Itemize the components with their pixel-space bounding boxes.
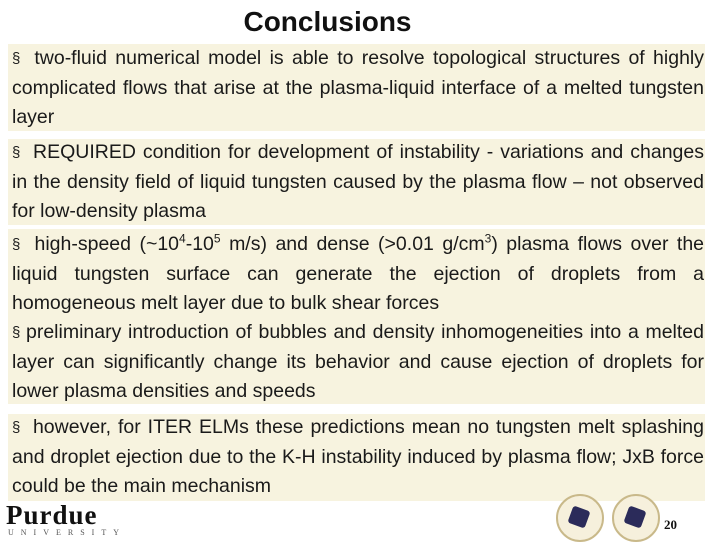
bullet-4 bbox=[12, 318, 704, 407]
bullet-3 bbox=[12, 230, 704, 319]
bullet-marker: § bbox=[12, 324, 21, 341]
bullet-1 bbox=[12, 44, 704, 133]
purdue-logo-subtitle: UNIVERSITY bbox=[8, 528, 126, 537]
purdue-logo: Purdue bbox=[6, 500, 98, 530]
bullet-marker: § bbox=[12, 236, 21, 253]
exponent-3: 3 bbox=[484, 231, 492, 246]
bullet-3-text-mid1: -10 bbox=[185, 233, 214, 255]
seal-icon bbox=[556, 494, 604, 542]
exponent-5: 5 bbox=[213, 231, 221, 246]
bullet-1-text: two-fluid numerical model is able to resolve topological structures of highly complicated flows that arise at the plasma-liquid interface of a melted tungsten layer bbox=[12, 47, 705, 128]
bullet-marker: § bbox=[12, 144, 21, 161]
bullet-3-text-mid2: m/s) and dense (>0.01 g/cm bbox=[220, 233, 485, 255]
page-number: 20 bbox=[664, 517, 677, 532]
bullet-3-text-post: ) plasma flows over the liquid tungsten surface can generate the ejection of droplets from a homogeneous melt layer due to bulk shear forces bbox=[12, 233, 705, 314]
bullet-5-text: however, for ITER ELMs these predictions mean no tungsten melt splashing and droplet ejection due to the K-H instability induced by plasma flow; JxB force could be the main mechanism bbox=[12, 416, 704, 497]
bullet-4-text: preliminary introduction of bubbles and density inhomogeneities into a melted layer can significantly change its behavior and cause ejection of droplets for lower plasma densities and speeds bbox=[12, 321, 704, 402]
bullet-marker: § bbox=[12, 50, 21, 67]
exponent-4: 4 bbox=[179, 231, 186, 246]
bullet-5 bbox=[12, 413, 704, 502]
bullet-2-text: REQUIRED condition for development of instability - variations and changes in the density field of liquid tungsten caused by the plasma flow – not observed for low-density plasma bbox=[12, 141, 704, 222]
seal-icon bbox=[612, 494, 660, 542]
slide-title: Conclusions bbox=[243, 6, 412, 37]
bullet-2 bbox=[12, 138, 704, 227]
bullet-marker: § bbox=[12, 419, 21, 436]
bullet-3-text-pre: high-speed (~10 bbox=[34, 233, 180, 255]
